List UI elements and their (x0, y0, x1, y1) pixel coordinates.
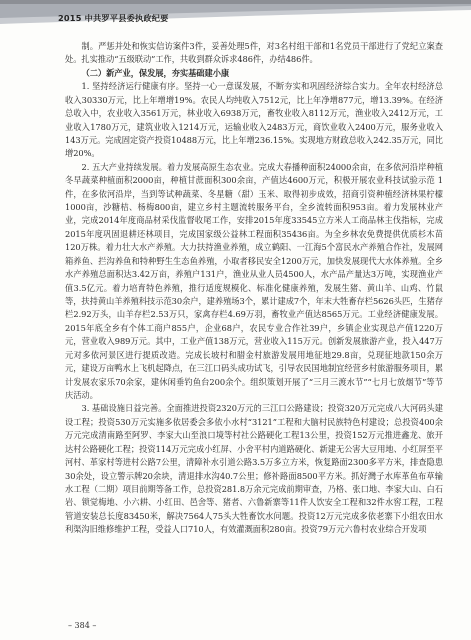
paragraph: 制。严惩并处和恢实信访案件3件，妥善处理5件，对3名村组干部和1名党员干部进行了党纪立案查处。扎实推动“五级联动”工作，共收到群众诉求486件，办结486件。 (65, 41, 443, 65)
body-text (65, 40, 443, 537)
paragraph: 3. 基础设施日益完善。全面推进投资2320万元的三江口公路建设；投资320万元完成八大河码头建设工程；投资530万元实施多依居委会多依小水村“3121”工程和大脑村民族特色村建设；总投资400余万元完成清南路至阿罗、李家大山至浪口境等村社公路硬化工程13公里，投资152万元推进鑫龙、旅开达村公路硬化工程；投资114万元完成小红屏、小舍平村内道路硬化、新建无公害大豆用地、小红屏至平河村、革家村等进村公路7公里，清障补水引道公路3.5万多立方米，恢复路面2300多平方米，排查隐患30余处，设立警示牌20余块，清退排水沟40.7公里；修补路面8500平方米。抓好灣子水库革鱼布草输水工程（二期）项目前期等备工作，总投资281.8万余元完成前期审查，乃格、张口地、李家大山、白石岩、锁觉梅地、小六耕、小红田、邑舍等、猪者、六鲁新寨等11件人饮安全工程和32件水窖工程，工程管道安装总长度83450米，解决7564人75头大牲畜饮水问题。投资12万元完成多依老寨下小组农田水利渠沟旧维修维护工程，受益人口710人，有效灌溉面积280亩。投资79万元六鲁村农业综合开发项 (65, 403, 443, 535)
page-header (0, 0, 471, 30)
page-number: – 384 – (68, 621, 97, 630)
paragraph: 1. 坚持经济运行健康有序。坚持一心一意谋发展，不断夯实和巩固经济综合实力。全年农村经济总收入30330万元，比上年增增19%。农民人均纯收入7512元，比上年净增877元，增13.39%。在经济总收入中，农业收入3561万元，林业收入6938万元，畜牧业收入8112万元，渔业收入2412万元，工业收入1780万元，建筑业收入1214万元，运输业收入2483万元，商饮业收入2400万元，服务业收入143万元。完成固定资产投资10488万元，比上年增236.15%。实现地方财政总收入242.35万元，同比增20%。 (65, 81, 443, 159)
paragraph: 2. 五大产业持续发展。着力发展高原生态农业。完成大春播种面积24000余亩，在多依河沿岸种植冬早蔬菜种植面积2000亩，种植甘蔗面积300余亩，产值达4600万元，积极开展农业科技试验示范 1 件，在多依河沿岸，当到等试种蔬菜、冬星糖（甜）玉米、取得初步成效，招商引资种植经济林果柠檬1000亩，沙糖桔、杨梅800亩，建立乡村主题流转服务平台，全乡流转面积953亩。着力发展林业产业，完成2014年度商品材采伐监督收尾工作，安排2015年度33545立方米人工商品林主伐指标，完成2015年度巩固退耕还林项目，完成国家级公益林工程面积35436亩。为全乡林农免费提供优质杉木苗120万株。着力壮大水产养殖。大力扶持渔业养殖，成立鹤阳、一江海5个富民水产养殖合作社，发展网箱养鱼、拦沟养鱼和特种野生生态鱼养殖，小取者移民安全1200万元，加快发展现代大水体养殖。全乡水产养殖总面积达3.42万亩，养殖户131户，渔业从业人员4500人，水产品产量达3万吨，实现渔业产值3.5亿元。着力培育特色养殖，推行适度规模化、标准化健康养殖，发展生猪、黄山羊、山鸡、竹鼠等，扶持黄山羊养殖科技示范30余户，建养殖场3个，累计建成7个，年末大牲畜存栏5626头匹，生猪存栏2.92万头，山羊存栏2.53万只，家禽存栏4.69万羽，畜牧业产值达8565万元。工业经济健康发展。2015年底全乡有个体工商户855户，企业68户，农民专业合作社39户，乡镇企业实现总产值1220万元，营业收入989万元。其中，工业产值138万元，营业收入115万元。创新发展旅游产业，投入447万元对多依河景区进行提质改造。完成长坡村和腊金村旅游发展用地征地29.8亩，兑现征地款150余万元，建设万亩鸭水上飞机起降点，在三江口码头成功试飞，引导农民国地制宜经营乡村旅游服务项目，累计发展农家乐70余家，建休闲垂钓鱼台200余个。组织策划开展了“三月三渡水节”“七月七放烟节”等节庆活动。 (65, 161, 443, 400)
header-title: 2015 中共罗平县委执政纪要 (58, 13, 169, 23)
section-heading: （二）新产业，保发展，夯实基础建小康 (81, 67, 230, 78)
